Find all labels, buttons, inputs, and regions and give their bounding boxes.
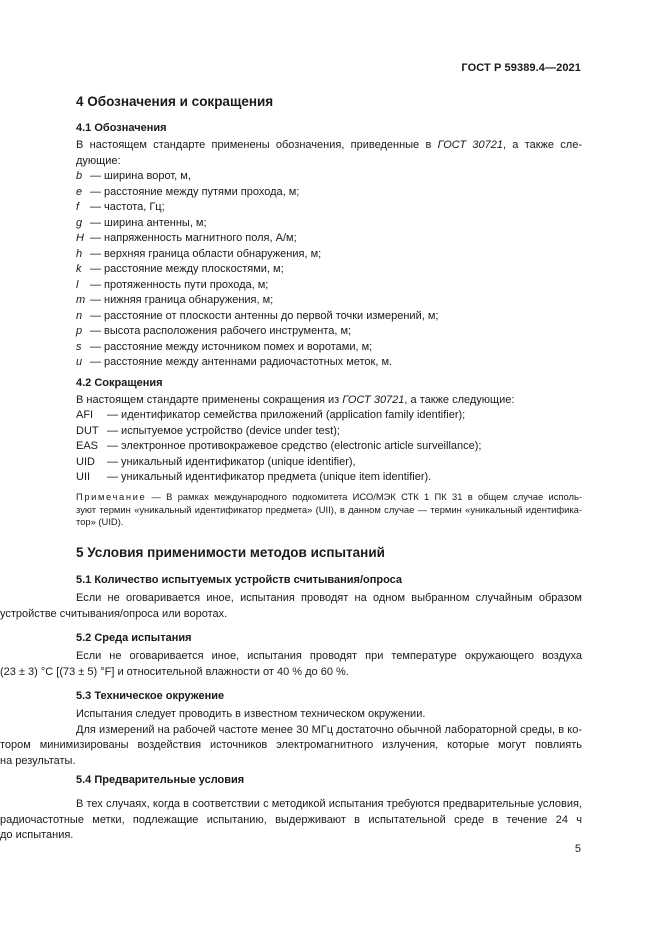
symbol-item [76, 324, 351, 340]
symbol-item [76, 309, 438, 325]
note-line-1: — В рамках международного подкомитета ИСО/МЭК СТК 1 ПК 31 в общем случае исполь- [146, 491, 582, 502]
abbreviation-definition: — электронное противокражевое средство (electronic article surveillance); [107, 440, 482, 452]
intro-text-a: В настоящем стандарте применены обозначения, приведенные в [76, 139, 438, 151]
symbol-letter: l [76, 278, 79, 291]
abbreviation-definition: — уникальный идентификатор (unique identifier), [107, 455, 356, 468]
symbol-item [76, 185, 299, 201]
intro-text-a: В настоящем стандарте применены сокращения из [76, 394, 343, 406]
document-header-id: ГОСТ Р 59389.4—2021 [461, 62, 581, 74]
section-5-1-heading: 5.1 Количество испытуемых устройств считывания/опроса [76, 574, 403, 586]
symbol-definition: — расстояние между плоскостями, м; [90, 263, 284, 275]
section-4-2-intro [76, 393, 582, 409]
abbreviation-item [76, 456, 356, 468]
section-4-1-intro [76, 138, 582, 169]
line-1: Испытания следует проводить в известном техническом окружении. [76, 708, 426, 720]
line-2: устройстве считывания/опроса или воротах. [0, 607, 228, 620]
symbol-definition: — расстояние между путями прохода, м; [90, 185, 300, 198]
symbol-item [76, 340, 372, 356]
line-4: на результаты. [0, 754, 76, 767]
symbol-item [76, 278, 268, 294]
note-label: Примечание [76, 491, 147, 502]
symbol-definition: — расстояние между источником помех и воротами, м; [90, 340, 373, 353]
line-3: до испытания. [0, 829, 74, 841]
symbol-definition: — протяженность пути прохода, м; [90, 278, 269, 291]
symbol-definition: — расстояние от плоскости антенны до первой точки измерений, м; [90, 309, 439, 322]
note-block [76, 491, 582, 529]
section-5-1-text [0, 591, 582, 622]
intro-text-b: , а также сле- [502, 139, 582, 151]
symbol-item [76, 216, 207, 232]
abbreviation-item [76, 409, 465, 421]
symbol-definition: — частота, Гц; [90, 201, 165, 213]
symbol-definition: — верхняя граница области обнаружения, м; [90, 247, 322, 260]
section-4-1-heading: 4.1 Обозначения [76, 122, 167, 134]
symbol-letter: s [76, 340, 82, 353]
line-2: (23 ± 3) °С [(73 ± 5) °F] и относительной влажности от 40 % до 60 %. [0, 665, 349, 678]
symbol-letter: b [76, 170, 83, 182]
line-1: Если не оговаривается иное, испытания проводят на одном выбранном случайным образом [76, 592, 582, 604]
intro-text-c: дующие: [76, 154, 121, 167]
intro-text-b: , а также следующие: [404, 394, 515, 406]
symbol-definition: — нижняя граница обнаружения, м; [90, 294, 274, 306]
symbol-letter: n [76, 309, 83, 322]
symbol-definition: — расстояние между антеннами радиочастотных меток, м. [90, 356, 393, 368]
abbreviation-definition: — испытуемое устройство (device under test); [107, 424, 340, 437]
abbreviation-term: UII [76, 471, 91, 483]
abbreviation-definition: — идентификатор семейства приложений (application family identifier); [107, 409, 466, 421]
section-4-2-heading: 4.2 Сокращения [76, 377, 163, 389]
section-5-heading: 5 Условия применимости методов испытаний [76, 545, 385, 560]
symbol-item [76, 293, 273, 309]
abbreviation-term: AFI [76, 409, 94, 421]
line-1: В тех случаях, когда в соответствии с методикой испытания требуются предварительные условия, [76, 798, 582, 810]
abbreviation-term: DUT [76, 424, 99, 437]
symbol-letter: H [76, 232, 84, 244]
symbol-letter: h [76, 247, 83, 260]
symbol-definition: — высота расположения рабочего инструмента, м; [90, 325, 352, 337]
section-5-2-text [0, 649, 582, 680]
line-2: радиочастотные метки, подлежащие испытанию, выдерживают в испытательной среде в течение 24 ч [0, 813, 582, 826]
symbol-item [76, 231, 297, 247]
abbreviation-item [76, 425, 340, 437]
section-5-2-heading: 5.2 Среда испытания [76, 632, 192, 644]
intro-ref: ГОСТ 30721 [342, 394, 405, 406]
intro-ref: ГОСТ 30721 [437, 139, 503, 151]
symbol-letter: m [76, 294, 86, 306]
abbreviation-term: EAS [76, 440, 99, 452]
symbol-item [76, 355, 392, 371]
note-line-2: зуют термин «уникальный идентификатор предмета» (UII), в данном случае — термин «уникальный идентифика- [76, 503, 582, 515]
line-3: тором минимизированы воздействия источников электромагнитного излучения, которые могут повлиять [0, 739, 582, 751]
symbol-letter: p [76, 325, 83, 337]
section-5-4-text [0, 797, 582, 844]
section-4-heading: 4 Обозначения и сокращения [76, 94, 274, 109]
symbol-item [76, 247, 321, 263]
abbreviation-item [76, 440, 481, 452]
symbol-definition: — ширина ворот, м, [90, 170, 191, 182]
note-line-3: тор» (UID). [76, 516, 124, 527]
symbol-item [76, 200, 165, 216]
symbol-definition: — ширина антенны, м; [90, 216, 207, 229]
section-5-3-heading: 5.3 Техническое окружение [76, 690, 225, 702]
symbol-letter: u [76, 356, 83, 368]
symbol-letter: g [76, 216, 83, 229]
abbreviation-term: UID [76, 455, 95, 468]
symbol-item [76, 169, 191, 185]
abbreviation-item [76, 471, 431, 483]
symbol-letter: e [76, 185, 83, 198]
page-number: 5 [574, 843, 581, 855]
symbol-letter: k [76, 263, 82, 275]
line-2: Для измерений на рабочей частоте менее 30 МГц достаточно обычной лабораторной среды, в ко- [76, 723, 582, 736]
section-5-3-text [0, 707, 582, 769]
symbol-item [76, 262, 284, 278]
symbol-definition: — напряженность магнитного поля, А/м; [90, 232, 297, 244]
section-5-4-heading: 5.4 Предварительные условия [76, 774, 245, 786]
symbol-letter: f [76, 201, 80, 213]
abbreviation-definition: — уникальный идентификатор предмета (unique item identifier). [107, 471, 432, 483]
line-1: Если не оговаривается иное, испытания проводят при температуре окружающего воздуха [76, 650, 582, 662]
